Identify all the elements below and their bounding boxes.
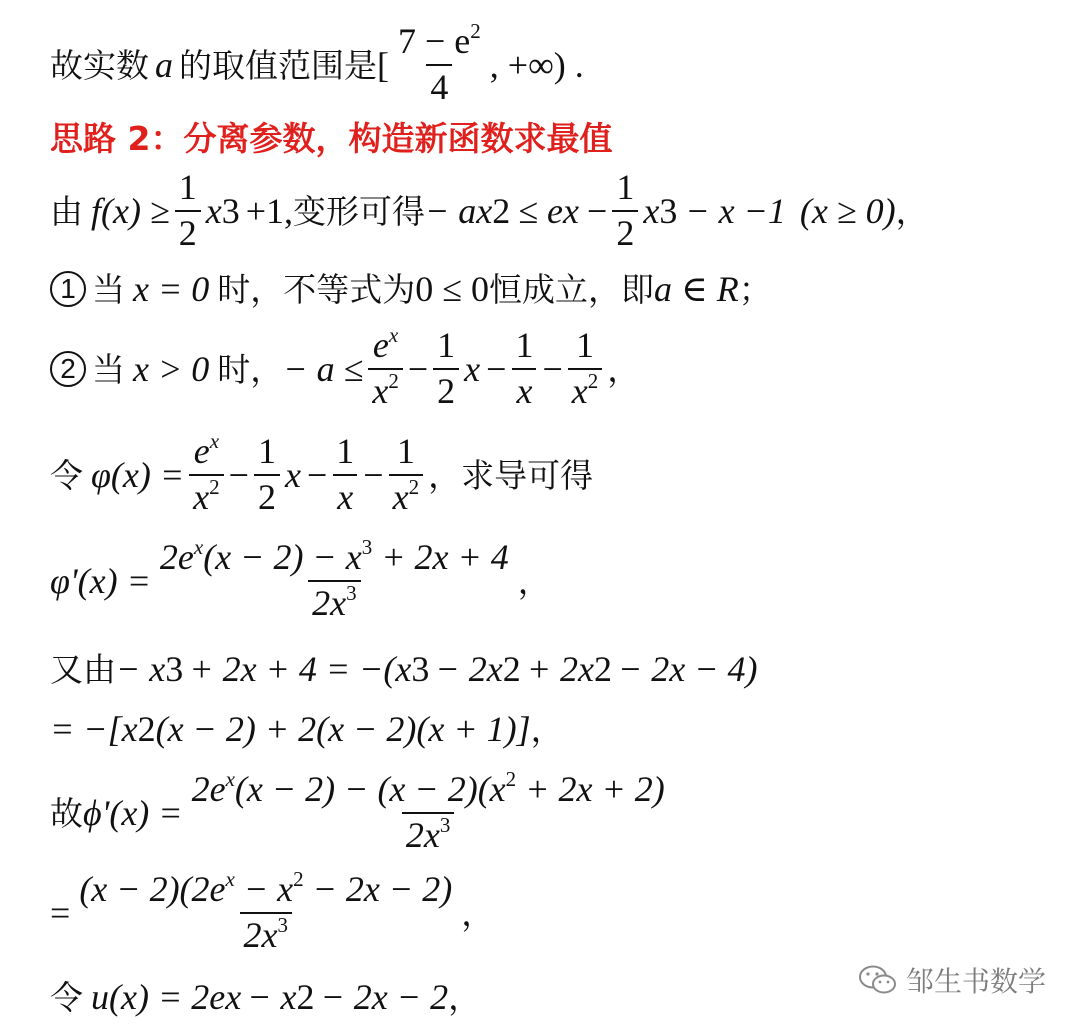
frac-den: x [571,371,588,411]
text: ， [530,709,564,749]
math: − 2x − 4) [617,649,758,689]
frac-num: (x − 2)(2e [79,869,226,910]
frac-den: x [193,477,210,517]
exp: x [193,535,204,560]
frac-num: (x − 2) − x [203,537,362,578]
text: 的取值范围是 [179,45,377,85]
math: − [363,455,384,495]
frac-num: 7 − e [398,21,471,62]
fraction [175,169,201,253]
math: − [542,349,563,389]
text: 故 [50,793,83,833]
frac-num: − x [243,869,294,910]
frac-den: 2x [243,915,278,955]
frac-num: + 2x + 2) [525,769,665,810]
text: ，求导可得 [428,455,594,495]
line-8: 又由 − x 3 + 2x + 4 = −(x 3 − 2x 2 + 2x 2 − 2x − 4) [50,649,758,689]
text: 恒成立，即 [489,269,655,309]
watermark [858,960,1046,1000]
frac-num: 1 [616,167,635,208]
frac-num: + 2x + 4 [381,537,509,578]
fraction [433,327,459,411]
exp: 3 [346,581,357,605]
exp: 3 [439,813,451,837]
math: − x [116,649,166,689]
text: 时， [217,349,284,389]
fraction [188,767,669,855]
line-9: = −[x 2 (x − 2) + 2(x − 2)(x + 1)] ， [50,709,564,749]
frac-num: 1 [437,325,456,366]
text: 由 [50,191,83,231]
math: ≤ e [518,191,564,231]
math: = [50,893,71,933]
fraction [568,327,602,411]
frac-num: 1 [178,167,197,208]
frac-num: − 2x − 2) [312,869,453,910]
frac-num: 1 [575,325,594,366]
math: u(x) = 2e [91,977,226,1017]
text: ， [895,191,929,231]
math: x [643,191,660,231]
fraction [368,323,402,411]
math: x [464,349,481,389]
fraction [511,327,537,411]
math: − [587,191,608,231]
math: φ'(x) = [50,561,151,601]
math: − [306,455,328,495]
math: f(x) ≥ [91,191,170,231]
frac-num: 2e [159,537,194,578]
frac-den: 2 [612,210,638,253]
exp: 2 [587,369,599,393]
line-11 [50,867,495,955]
text: ， [461,893,495,933]
frac-den: x [333,474,357,517]
math: +1, [245,191,294,231]
exp: 2 [505,767,517,792]
math: a ∈ R [654,269,739,309]
fraction [189,429,223,517]
math: − [228,455,249,495]
math: x [284,455,301,495]
math: x > 0 [133,349,210,389]
exp: x [225,767,235,792]
exp: 2 [388,369,399,393]
math: − 2x − 2 [320,977,449,1017]
math: 0 ≤ 0 [415,269,490,309]
frac-den: x [372,371,389,411]
frac-num: e [372,325,389,366]
frac-num: 1 [257,431,276,472]
exp: 2 [293,867,304,892]
fraction [394,19,485,107]
exp: 2 [408,475,420,499]
text: 又由 [50,649,116,689]
frac-den: 4 [426,64,452,107]
exp: 3 [277,913,288,937]
exp: 2 [209,475,220,499]
frac-den: x [512,368,536,411]
math: φ(x) = [91,455,185,495]
frac-num: 2e [191,769,226,810]
text: ， [607,349,641,389]
text: 故实数 [50,45,149,85]
line-4 [50,254,772,324]
interval-tail: , +∞) . [489,45,584,85]
frac-den: 2x [405,815,440,855]
math: − a ≤ [283,349,364,389]
frac-num: 1 [336,431,355,472]
math: − [486,349,507,389]
wechat-icon [858,964,898,996]
math: (x − 2) + 2(x − 2)(x + 1)] [155,709,531,749]
exp: x [388,323,399,348]
bracket: [ [377,45,389,85]
line-5 [50,323,641,411]
line-10 [50,767,674,855]
section-heading [50,103,612,173]
frac-num: 1 [396,431,415,472]
frac-num: e [193,431,210,472]
math: (x ≥ 0) [799,191,896,231]
heading-text: 思路 2：分离参数，构造新函数求最值 [50,118,613,158]
var-a: a [155,45,173,85]
frac-den: x [392,477,409,517]
math: + 2x + 4 = −(x [189,649,412,689]
exp: x [225,867,235,892]
math: − ax [425,191,493,231]
fraction [156,535,513,623]
text: ， [517,561,551,601]
exp: 2 [470,19,481,44]
frac-num: (x − 2) − (x − 2)(x [234,769,506,810]
fraction [332,433,358,517]
fraction [254,433,280,517]
text: 令 [50,455,83,495]
line-12: 令 u(x) = 2e x − x 2 − 2x − 2 ， [50,977,482,1017]
frac-den: 2 [433,368,459,411]
math: = −[x [50,709,138,749]
math: − 2x [435,649,503,689]
circled-number: 1 [50,271,86,307]
text: 当 [92,349,125,389]
fraction [389,433,423,517]
frac-den: 2 [254,474,280,517]
exp: x [209,429,220,454]
line-6 [50,429,594,517]
text: ； [738,269,772,309]
text: ， [448,977,482,1017]
math: − [407,349,429,389]
math: x [205,191,222,231]
text: 变形可得 [293,191,426,231]
exp: 3 [361,535,373,560]
fraction [612,169,638,253]
line-3: 由 f(x) ≥ $\frac{1}{2}$ x 3 +1, 变形可得 − ax 2 ≤ e x − $\frac{1}{2}$ x 3 − x −1 (x ≥ 0) ， [50,167,929,253]
circled-number: 2 [50,351,86,387]
text: 当 [92,269,125,309]
frac-den: 2 [175,210,201,253]
frac-num: 1 [515,325,534,366]
fraction [75,867,456,955]
math: ϕ'(x) = [83,793,183,833]
math: + 2x [526,649,594,689]
math: − x −1 [685,191,786,231]
frac-den: 2x [312,583,347,623]
math: x = 0 [133,269,210,309]
text: 令 [50,977,83,1017]
line-7 [50,535,551,623]
text: 时，不等式为 [217,269,416,309]
line-1 [50,19,584,107]
math: − x [247,977,297,1017]
watermark-text: 邹生书数学 [905,965,1046,998]
